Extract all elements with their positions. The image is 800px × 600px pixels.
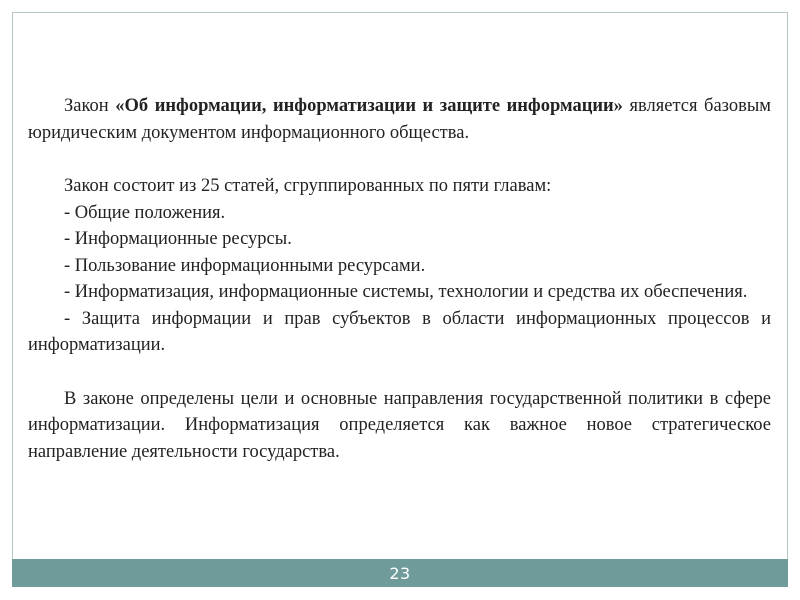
paragraph-spacer	[28, 146, 771, 173]
chapter-item-1: - Общие положения.	[64, 202, 226, 223]
law-intro-suffix: является базовым юридическим документом информационного общества.	[28, 96, 771, 143]
chapter-item-4: - Информатизация, информационные системы, технологии и средства их обеспечения.	[64, 282, 748, 302]
footer-bar	[12, 559, 788, 587]
policy-paragraph: В законе определены цели и основные направления государственной политики в сфере информатизации. Информатизация определяется как важное новое стратегическое направление деятельности государства.	[28, 388, 771, 462]
chapters-intro: Закон состоит из 25 статей, сгруппированных по пяти главам:	[64, 176, 552, 196]
law-title: «Об информации, информатизации и защите информации»	[115, 96, 623, 116]
chapter-item-2: - Информационные ресурсы.	[64, 229, 292, 249]
paragraph-spacer	[28, 359, 771, 386]
chapter-item-3: - Пользование информационными ресурсами.	[64, 255, 426, 276]
slide-body	[28, 93, 771, 465]
chapter-item-5: - Защита информации и прав субъектов в области информационных процессов и информатизации.	[28, 308, 771, 355]
page-number: 23	[389, 563, 411, 583]
law-intro-paragraph	[28, 93, 771, 146]
law-intro-prefix: Закон	[64, 96, 116, 116]
